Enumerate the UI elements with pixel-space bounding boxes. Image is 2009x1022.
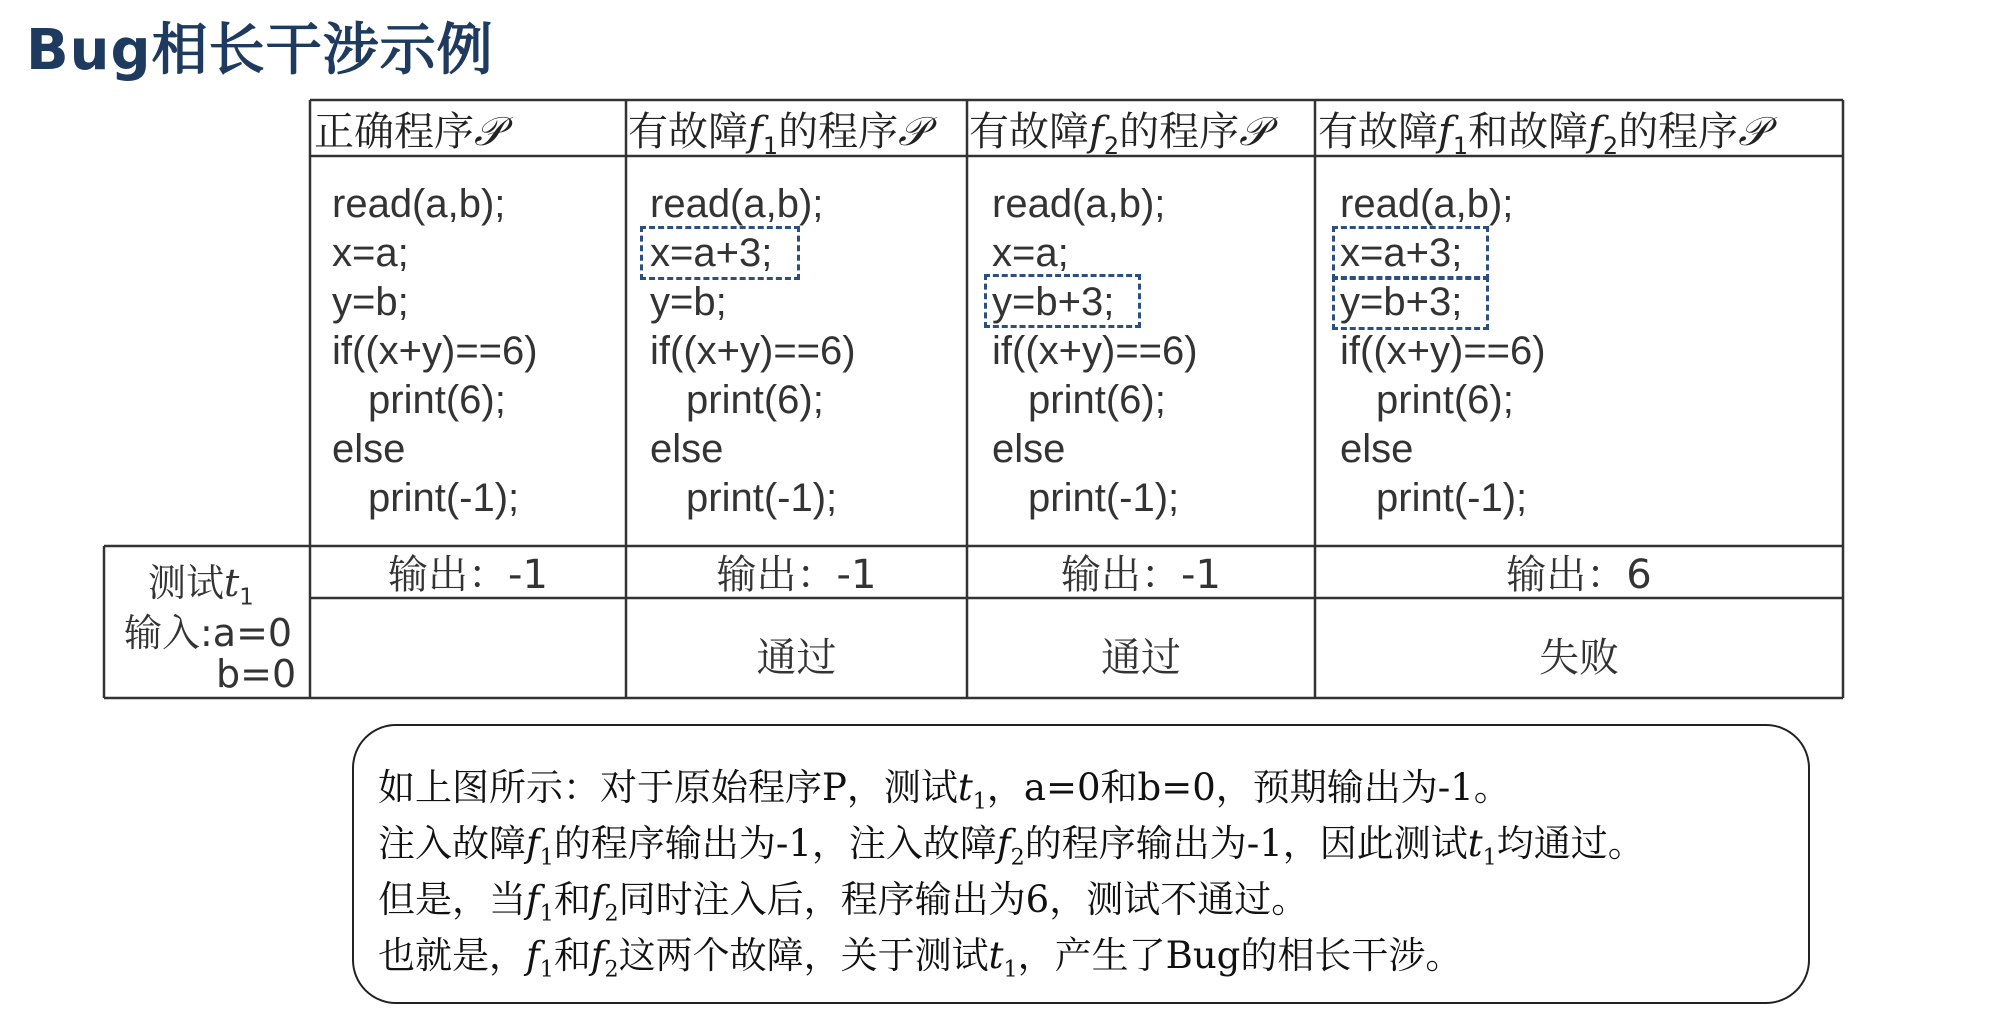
code-line: print(6); <box>368 378 506 422</box>
code-line: read(a,b); <box>332 182 506 226</box>
page-title: Bug相长干涉示例 <box>26 18 494 83</box>
header-correct-program: 正确程序𝒫 <box>314 109 503 155</box>
code-correct-program <box>332 180 538 523</box>
code-line: if((x+y)==6) <box>1340 329 1546 373</box>
code-line: x=a; <box>332 231 409 275</box>
result-fault-f2: 通过 <box>1101 635 1181 681</box>
explanation-note <box>352 724 1810 1004</box>
code-line: x=a; <box>992 231 1069 275</box>
header-fault-f1-f2-program: 有故障$f_1$和故障$f_2$的程序𝒫 <box>1318 109 1768 160</box>
code-line: print(6); <box>1028 378 1166 422</box>
code-line: print(-1); <box>368 476 520 520</box>
test-label: 测试$t_1$ <box>148 561 254 611</box>
note-line-3: 但是，当$f_1$和$f_2$同时注入后，程序输出为6，测试不通过。 <box>378 878 1309 927</box>
code-line: print(-1); <box>686 476 838 520</box>
note-line-1: 如上图所示：对于原始程序P，测试$t_1$，a=0和b=0，预期输出为-1。 <box>378 766 1511 815</box>
code-line: read(a,b); <box>1340 182 1514 226</box>
code-line: else <box>992 427 1066 471</box>
code-line: print(-1); <box>1028 476 1180 520</box>
code-line: y=b+3; <box>1340 280 1463 324</box>
code-line: else <box>1340 427 1414 471</box>
fault-highlight-box <box>1332 276 1489 330</box>
code-line: read(a,b); <box>992 182 1166 226</box>
code-line: y=b; <box>650 280 727 324</box>
code-line: if((x+y)==6) <box>992 329 1198 373</box>
output-fault-f1-f2: 输出：6 <box>1506 552 1652 598</box>
code-line: if((x+y)==6) <box>650 329 856 373</box>
code-line: else <box>332 427 406 471</box>
code-line: else <box>650 427 724 471</box>
code-fault-f2-program <box>992 180 1198 523</box>
code-line: x=a+3; <box>1340 231 1463 275</box>
header-fault-f1-program: 有故障$f_1$的程序𝒫 <box>628 109 927 160</box>
note-line-4: 也就是，$f_1$和$f_2$这两个故障，关于测试$t_1$，产生了Bug的相长干涉。 <box>378 934 1463 983</box>
code-line: y=b+3; <box>992 280 1115 324</box>
code-line: print(6); <box>1376 378 1514 422</box>
code-line: read(a,b); <box>650 182 824 226</box>
output-fault-f1: 输出：-1 <box>716 552 877 598</box>
result-fault-f1: 通过 <box>756 635 837 681</box>
code-line: y=b; <box>332 280 409 324</box>
output-fault-f2: 输出：-1 <box>1061 552 1221 598</box>
code-line: print(-1); <box>1376 476 1528 520</box>
fault-highlight-box <box>1332 226 1489 280</box>
fault-highlight-box <box>640 226 800 280</box>
code-line: if((x+y)==6) <box>332 329 538 373</box>
test-input-a: 输入:a=0 <box>124 611 293 655</box>
code-line: x=a+3; <box>650 231 773 275</box>
output-correct-program: 输出：-1 <box>388 552 548 598</box>
fault-highlight-box <box>984 274 1141 328</box>
header-fault-f2-program: 有故障$f_2$的程序𝒫 <box>969 109 1268 160</box>
result-fault-f1-f2: 失败 <box>1539 635 1619 681</box>
test-input-b: b=0 <box>216 652 297 696</box>
note-line-2: 注入故障$f_1$的程序输出为-1，注入故障$f_2$的程序输出为-1，因此测试$t_1$均通过。 <box>378 822 1645 871</box>
code-line: print(6); <box>686 378 824 422</box>
